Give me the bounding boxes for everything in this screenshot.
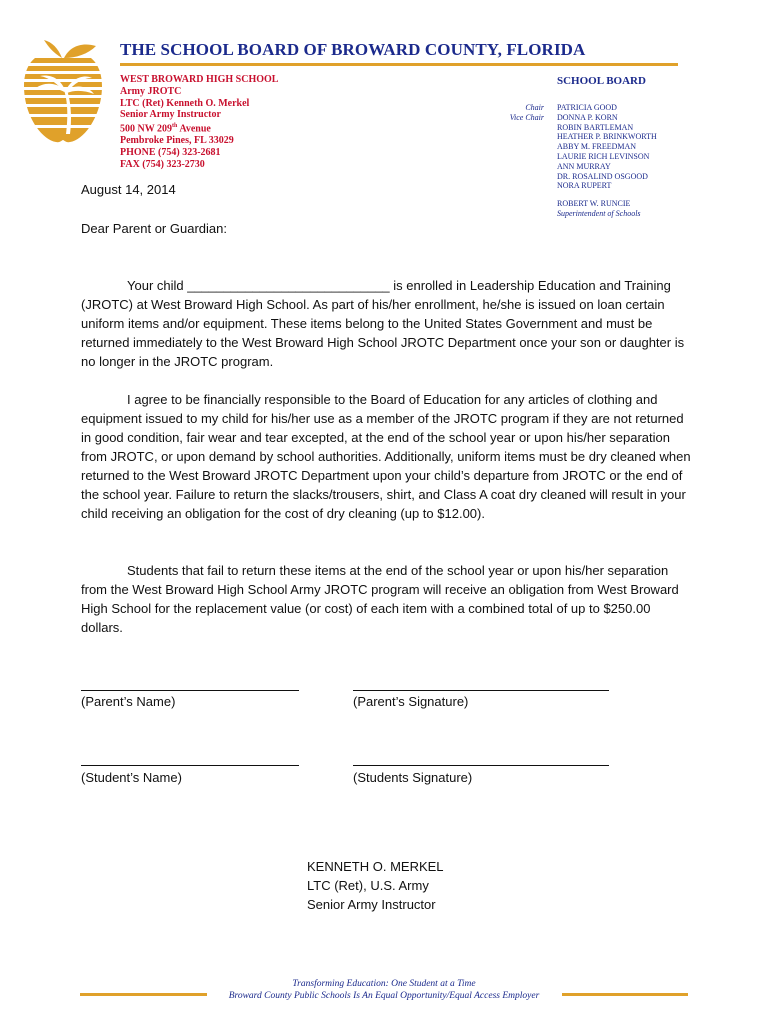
student-signature-line[interactable] [353,765,609,766]
student-signature-label: (Students Signature) [353,770,473,785]
footer-motto: Transforming Education: One Student at a Time [292,979,476,989]
parent-signature-line[interactable] [353,690,609,691]
signer-rank: LTC (Ret), U.S. Army [307,878,429,893]
board-member: ABBY M. FREEDMAN [557,142,637,152]
fax-number: FAX (754) 323-2730 [120,158,205,170]
street-address: 500 NW 209th Avenue [120,123,211,135]
superintendent-title: Superintendent of Schools [557,208,641,218]
program-name: Army JROTC [120,85,182,97]
superintendent-name: ROBERT W. RUNCIE [557,199,631,208]
phone-number: PHONE (754) 323-2681 [120,147,221,159]
board-member: NORA RUPERT [557,181,612,191]
vice-chair-label: Vice Chair [509,112,544,122]
school-board-title: THE SCHOOL BOARD OF BROWARD COUNTY, FLORIDA [120,40,586,59]
school-contact-block [120,74,278,171]
board-roles [480,103,544,123]
board-member: ROBIN BARTLEMAN [557,122,634,132]
student-name-line[interactable] [81,765,299,766]
footer-rule-left [80,993,207,996]
signer-title: Senior Army Instructor [307,897,436,912]
parent-name-line[interactable] [81,690,299,691]
closing-signature-block [307,857,444,914]
board-member: LAURIE RICH LEVINSON [557,151,650,161]
footer-equal-opportunity: Broward County Public Schools Is An Equal Opportunity/Equal Access Employer [228,991,540,1001]
superintendent-block [557,199,641,219]
board-member: DONNA P. KORN [557,112,618,122]
paragraph-obligation: Students that fail to return these items at the end of the school year or upon his/her separation from the West Broward High School Army JROTC program will receive an obligation from West Broward High School for the replacement value (or cost) of each item with a combined total of up to $250.00 dollars. [81,563,679,635]
footer-rule-right [562,993,688,996]
parent-name-label: (Parent’s Name) [81,694,176,709]
salutation: Dear Parent or Guardian: [81,221,227,236]
board-member: PATRICIA GOOD [557,103,617,112]
board-member: ANN MURRAY [557,161,611,171]
header-divider [120,63,678,66]
board-members-list [557,103,657,191]
city-state-zip: Pembroke Pines, FL 33029 [120,135,234,147]
school-board-heading: SCHOOL BOARD [557,75,646,87]
parent-signature-label: (Parent’s Signature) [353,694,469,709]
instructor-name: LTC (Ret) Kenneth O. Merkel [120,97,250,109]
board-member: HEATHER P. BRINKWORTH [557,132,657,142]
signer-name: KENNETH O. MERKEL [307,859,444,874]
board-member: DR. ROSALIND OSGOOD [557,171,648,181]
paragraph-enrollment: Your child ____________________________ is enrolled in Leadership Education and Training (JROTC) at West Broward High School. As part of his/her enrollment, he/she is issued on loan certain uniform items and/or equipment. These items belong to the United States Government and must be returned immediately to the West Broward High School JROTC Department once your son or daughter is no longer in the JROTC program. [81,278,685,369]
instructor-title: Senior Army Instructor [120,109,221,121]
school-name: WEST BROWARD HIGH SCHOOL [120,74,279,85]
chair-label: Chair [525,103,544,112]
student-name-label: (Student’s Name) [81,770,182,785]
broward-apple-logo [22,38,104,148]
paragraph-financial-responsibility: I agree to be financially responsible to the Board of Education for any articles of clothing and equipment issued to my child for his/her use as a member of the JROTC program if they are not returned in good condition, fair wear and tear excepted, at the end of the school year or upon his/her separation from JROTC, or upon demand by school authorities. Additionally, uniform items must be dry cleaned when returned to the West Broward JROTC Department upon your child’s departure from JROTC or the end of the school year. Failure to return the slacks/trousers, shirt, and Class A coat dry cleaned will result in your child receiving an obligation for the cost of dry cleaning (up to $12.00). [81,392,691,521]
letter-date: August 14, 2014 [81,182,176,197]
footer-text [208,978,560,1002]
